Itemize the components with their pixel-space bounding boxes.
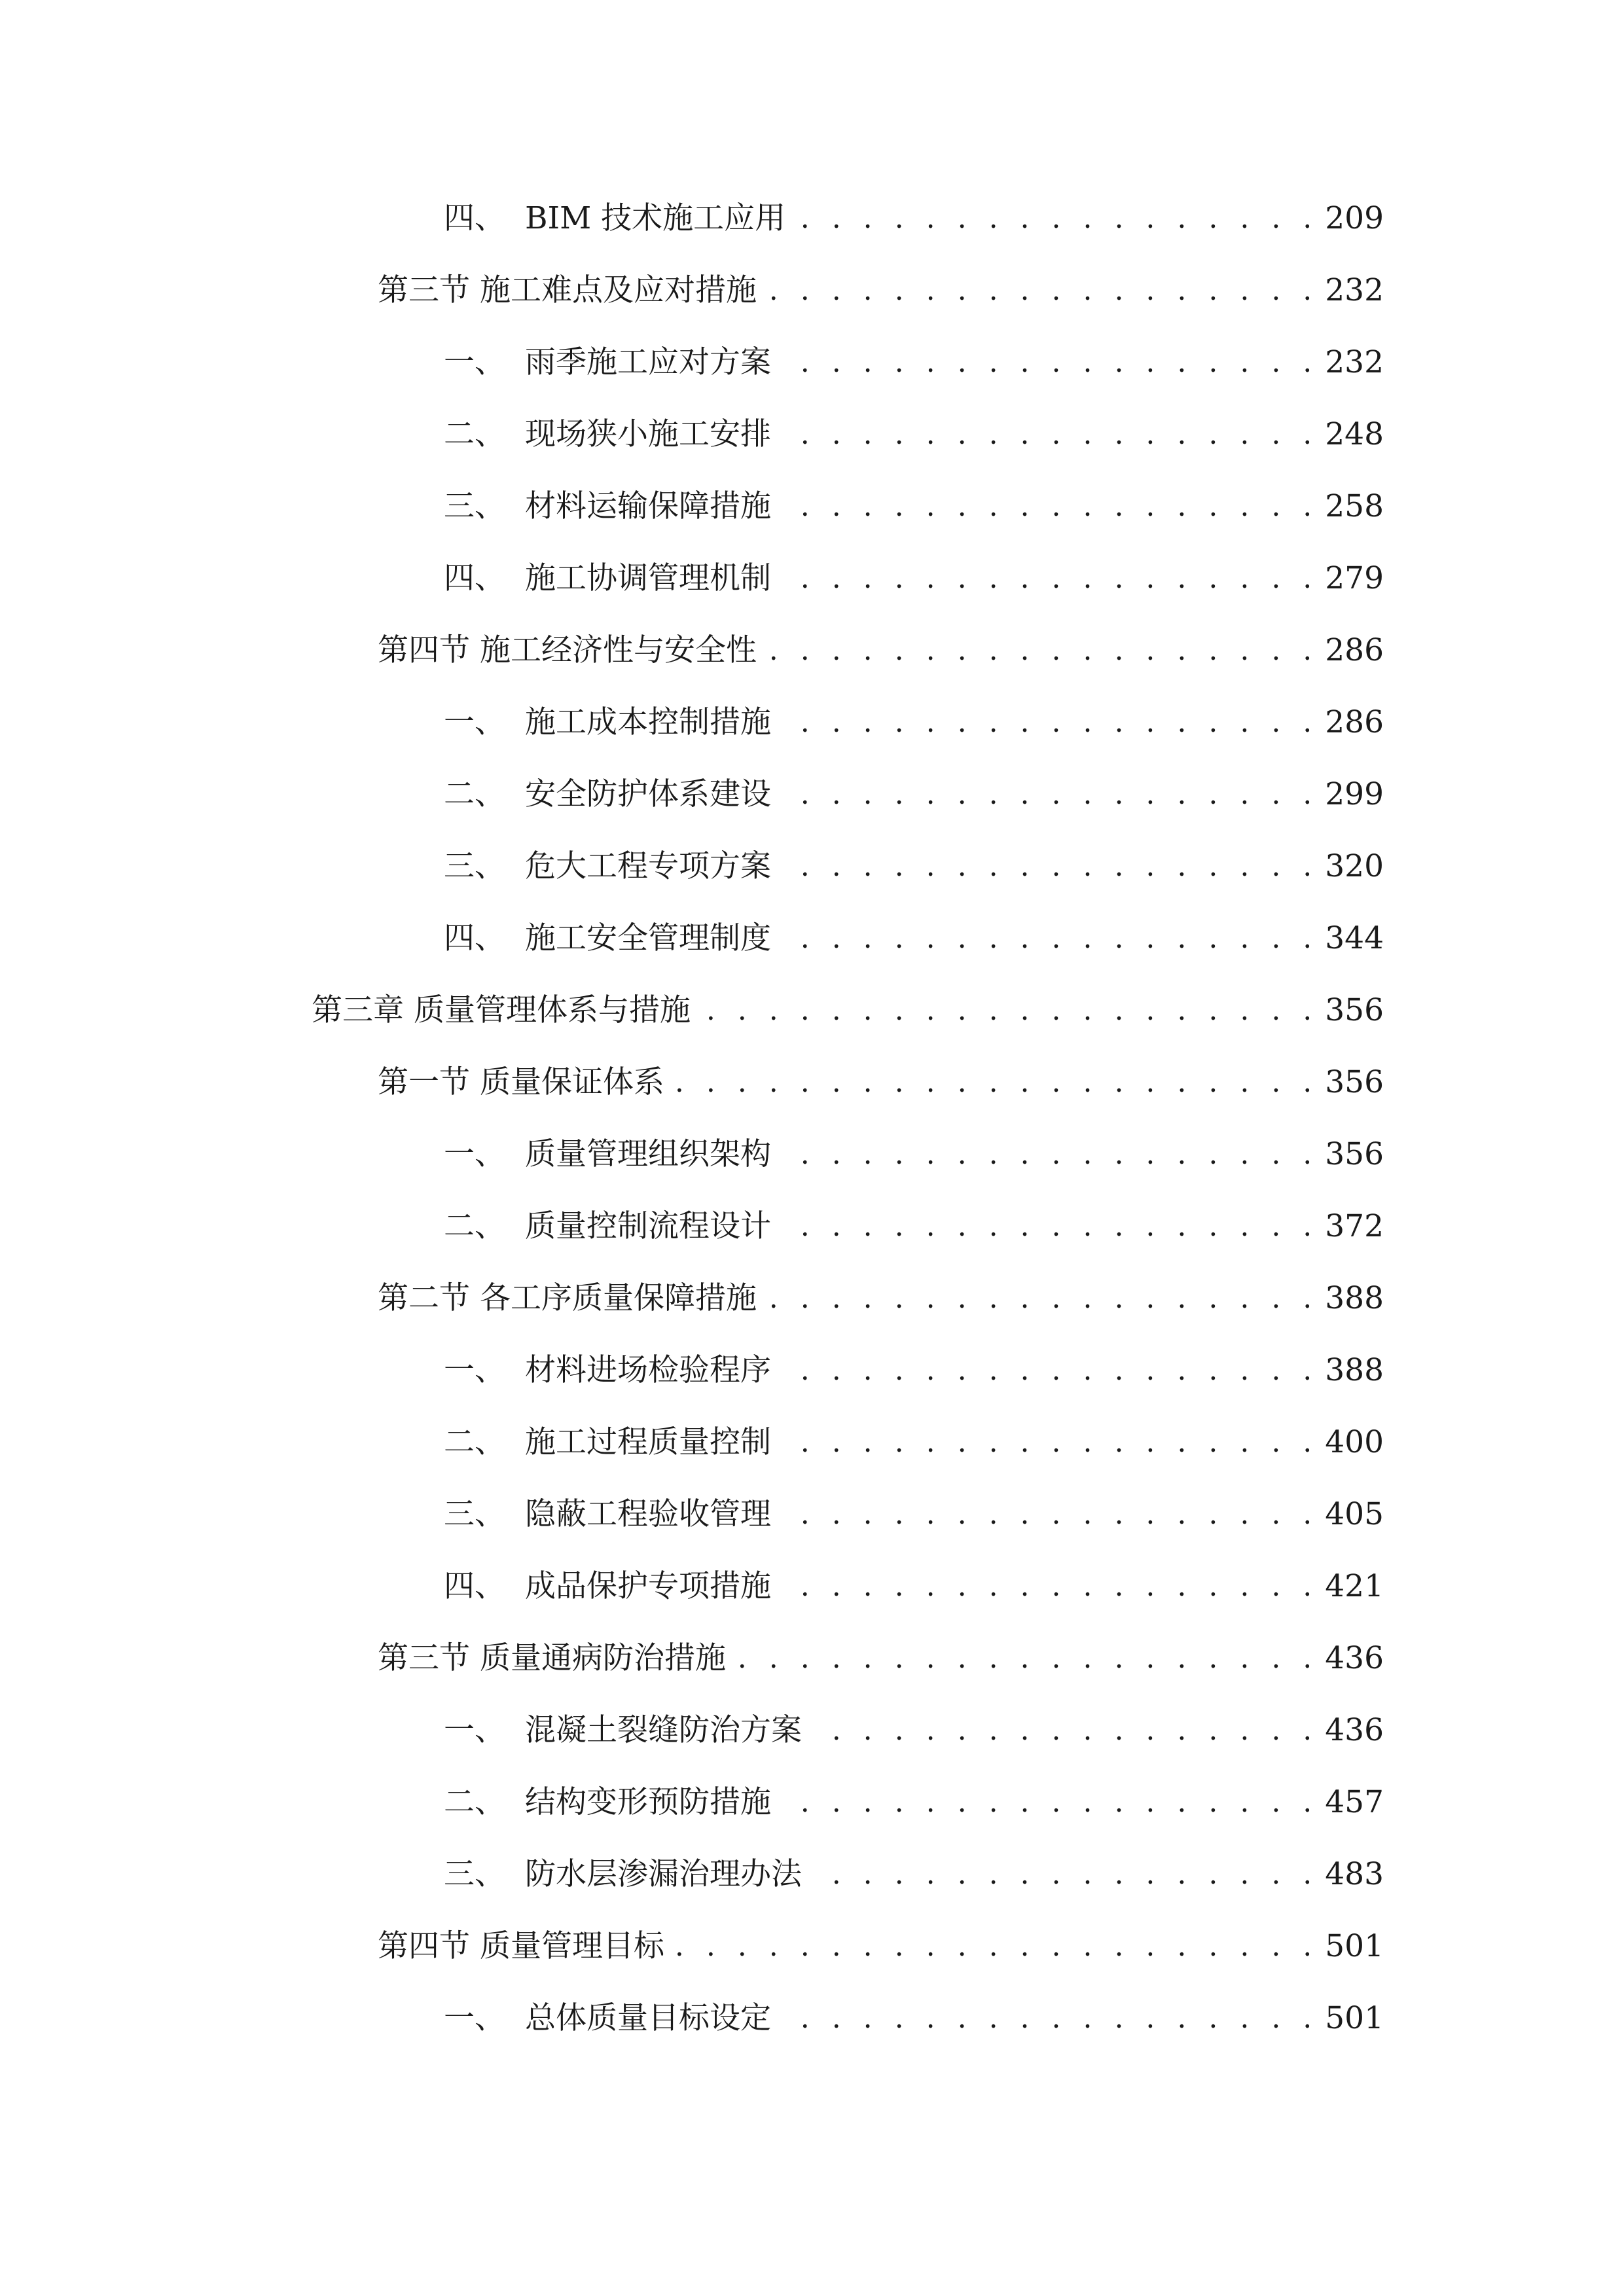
toc-entry-number: 四、: [444, 200, 505, 236]
toc-entry-page: 248: [1325, 416, 1384, 452]
dot-leader: [793, 192, 1318, 245]
toc-entry-title: 材料运输保障措施: [525, 488, 771, 524]
toc-entry-title: 雨季施工应对方案: [525, 344, 771, 380]
toc-entry-page: 286: [1325, 632, 1384, 668]
toc-entry[interactable]: [378, 264, 1384, 317]
toc-entry-page: 320: [1325, 848, 1384, 884]
toc-entry[interactable]: [444, 1488, 1384, 1541]
dot-leader: [779, 1488, 1318, 1541]
dot-leader: [672, 1056, 1318, 1109]
toc-entry-number: 一、: [444, 1136, 505, 1172]
toc-entry[interactable]: [378, 624, 1384, 677]
toc-entry-title: 施工成本控制措施: [525, 704, 771, 740]
toc-entry[interactable]: [444, 1128, 1384, 1181]
toc-entry-page: 483: [1325, 1856, 1384, 1892]
toc-entry-number: 四、: [444, 1568, 505, 1604]
toc-entry-title: 第三节 施工难点及应对措施: [378, 272, 757, 308]
toc-entry-page: 279: [1325, 560, 1384, 596]
toc-entry[interactable]: [444, 1416, 1384, 1469]
dot-leader: [779, 1560, 1318, 1613]
toc-entry-page: 232: [1325, 344, 1384, 380]
toc-entry-title: 安全防护体系建设: [525, 776, 771, 812]
toc-entry[interactable]: [378, 1272, 1384, 1325]
dot-leader: [734, 1632, 1318, 1685]
toc-entry[interactable]: [444, 336, 1384, 389]
toc-entry[interactable]: [444, 696, 1384, 749]
toc-entry-number: 一、: [444, 1352, 505, 1388]
dot-leader: [672, 1920, 1318, 1973]
toc-entry-title: 施工协调管理机制: [525, 560, 771, 596]
toc-entry-page: 501: [1325, 1928, 1384, 1964]
toc-entry-number: 一、: [444, 2000, 505, 2036]
toc-entry-page: 232: [1325, 272, 1384, 308]
toc-entry-number: 一、: [444, 344, 505, 380]
dot-leader: [779, 408, 1318, 461]
dot-leader: [779, 1416, 1318, 1469]
toc-entry[interactable]: [378, 1056, 1384, 1109]
toc-entry-page: 388: [1325, 1280, 1384, 1316]
toc-entry[interactable]: [378, 1632, 1384, 1685]
dot-leader: [779, 1128, 1318, 1181]
dot-leader: [779, 552, 1318, 605]
toc-entry-page: 436: [1325, 1640, 1384, 1676]
toc-entry-page: 388: [1325, 1352, 1384, 1388]
toc-entry-title: BIM 技术施工应用: [525, 200, 786, 236]
toc-entry-title: 第四节 施工经济性与安全性: [378, 632, 757, 668]
toc-entry-title: 质量管理组织架构: [525, 1136, 771, 1172]
toc-entry-page: 209: [1325, 200, 1384, 236]
dot-leader: [779, 768, 1318, 821]
dot-leader: [765, 1272, 1318, 1325]
toc-entry-number: 三、: [444, 848, 505, 884]
dot-leader: [779, 1776, 1318, 1829]
toc-entry[interactable]: [312, 984, 1384, 1037]
toc-entry-page: 299: [1325, 776, 1384, 812]
toc-entry-title: 危大工程专项方案: [525, 848, 771, 884]
toc-entry-title: 第一节 质量保证体系: [378, 1064, 664, 1100]
toc-entry[interactable]: [444, 912, 1384, 965]
dot-leader: [779, 1200, 1318, 1253]
toc-entry-title: 第三章 质量管理体系与措施: [312, 992, 691, 1028]
toc-entry-page: 344: [1325, 920, 1384, 956]
toc-entry-page: 457: [1325, 1784, 1384, 1820]
toc-entry[interactable]: [444, 552, 1384, 605]
dot-leader: [810, 1848, 1318, 1901]
toc-entry[interactable]: [444, 1992, 1384, 2045]
toc-entry[interactable]: [444, 1560, 1384, 1613]
dot-leader: [779, 480, 1318, 533]
toc-entry-page: 286: [1325, 704, 1384, 740]
toc-entry-number: 二、: [444, 416, 505, 452]
toc-entry-page: 405: [1325, 1496, 1384, 1532]
dot-leader: [779, 840, 1318, 893]
toc-entry[interactable]: [444, 1848, 1384, 1901]
toc-entry-title: 第二节 各工序质量保障措施: [378, 1280, 757, 1316]
toc-entry-page: 356: [1325, 1136, 1384, 1172]
toc-entry[interactable]: [444, 1704, 1384, 1757]
toc-entry-number: 一、: [444, 1712, 505, 1748]
toc-entry-number: 四、: [444, 560, 505, 596]
toc-entry-page: 501: [1325, 2000, 1384, 2036]
dot-leader: [779, 336, 1318, 389]
toc-entry[interactable]: [444, 840, 1384, 893]
toc-entry-title: 第三节 质量通病防治措施: [378, 1640, 726, 1676]
toc-entry[interactable]: [444, 1344, 1384, 1397]
toc-entry-page: 356: [1325, 992, 1384, 1028]
toc-entry[interactable]: [444, 768, 1384, 821]
dot-leader: [779, 1992, 1318, 2045]
toc-entry[interactable]: [444, 192, 1384, 245]
toc-entry-page: 421: [1325, 1568, 1384, 1604]
toc-entry-page: 400: [1325, 1424, 1384, 1460]
dot-leader: [779, 912, 1318, 965]
toc-entry-number: 二、: [444, 776, 505, 812]
toc-entry[interactable]: [378, 1920, 1384, 1973]
toc-entry-title: 施工安全管理制度: [525, 920, 771, 956]
toc-entry[interactable]: [444, 1200, 1384, 1253]
dot-leader: [779, 1344, 1318, 1397]
dot-leader: [765, 624, 1318, 677]
toc-entry-number: 三、: [444, 1496, 505, 1532]
toc-entry-title: 隐蔽工程验收管理: [525, 1496, 771, 1532]
toc-entry[interactable]: [444, 480, 1384, 533]
toc-entry-number: 三、: [444, 488, 505, 524]
toc-entry-page: 436: [1325, 1712, 1384, 1748]
toc-entry-title: 材料进场检验程序: [525, 1352, 771, 1388]
toc-entry-title: 结构变形预防措施: [525, 1784, 771, 1820]
toc-entry-page: 372: [1325, 1208, 1384, 1244]
toc-entry-page: 258: [1325, 488, 1384, 524]
toc-entry-title: 现场狭小施工安排: [525, 416, 771, 452]
toc-entry-title: 施工过程质量控制: [525, 1424, 771, 1460]
dot-leader: [779, 696, 1318, 749]
toc-entry[interactable]: [444, 1776, 1384, 1829]
toc-entry-title: 第四节 质量管理目标: [378, 1928, 664, 1964]
toc-entry-title: 总体质量目标设定: [525, 2000, 771, 2036]
toc-entry[interactable]: [444, 408, 1384, 461]
toc-entry-title: 防水层渗漏治理办法: [525, 1856, 802, 1892]
toc-entry-title: 质量控制流程设计: [525, 1208, 771, 1244]
toc-entry-number: 二、: [444, 1784, 505, 1820]
toc-entry-page: 356: [1325, 1064, 1384, 1100]
toc-entry-number: 三、: [444, 1856, 505, 1892]
toc-entry-number: 二、: [444, 1424, 505, 1460]
dot-leader: [698, 984, 1318, 1037]
toc-entry-title: 成品保护专项措施: [525, 1568, 771, 1604]
toc-entry-title: 混凝土裂缝防治方案: [525, 1712, 802, 1748]
dot-leader: [765, 264, 1318, 317]
toc-entry-number: 四、: [444, 920, 505, 956]
dot-leader: [810, 1704, 1318, 1757]
toc-entry-number: 一、: [444, 704, 505, 740]
toc-entry-number: 二、: [444, 1208, 505, 1244]
